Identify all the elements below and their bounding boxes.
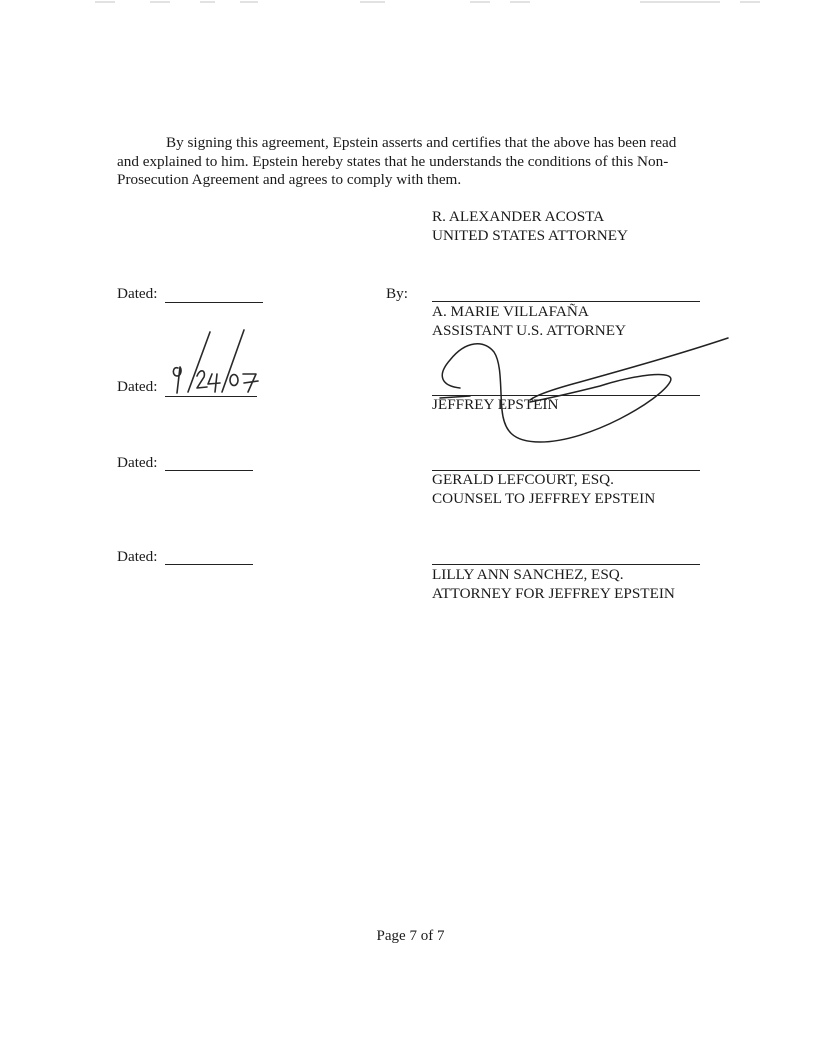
signatory-name: A. MARIE VILLAFAÑA [432, 303, 589, 320]
us-attorney-name: R. ALEXANDER ACOSTA [432, 208, 605, 225]
signature-line [432, 564, 700, 565]
signatory-title: COUNSEL TO JEFFREY EPSTEIN [432, 490, 656, 507]
signatory-title: ATTORNEY FOR JEFFREY EPSTEIN [432, 585, 675, 602]
by-label: By: [386, 285, 408, 302]
dated-label: Dated: [117, 548, 158, 565]
handwritten-date [160, 330, 270, 400]
signatory-name: JEFFREY EPSTEIN [432, 396, 559, 413]
paragraph-line: By signing this agreement, Epstein asserts and certifies that the above has been read [166, 134, 677, 151]
date-line-blank [165, 302, 263, 303]
paragraph-line: Prosecution Agreement and agrees to comply with them. [117, 171, 462, 188]
date-line-blank [165, 470, 253, 471]
agreement-paragraph [117, 134, 711, 190]
dated-label: Dated: [117, 454, 158, 471]
signature-line [432, 301, 700, 302]
signatory-name: GERALD LEFCOURT, ESQ. [432, 471, 614, 488]
signatory-name: LILLY ANN SANCHEZ, ESQ. [432, 566, 624, 583]
scan-artifacts [0, 0, 821, 8]
us-attorney-title: UNITED STATES ATTORNEY [432, 227, 628, 244]
dated-label: Dated: [117, 378, 158, 395]
dated-label: Dated: [117, 285, 158, 302]
signatory-title: ASSISTANT U.S. ATTORNEY [432, 322, 627, 339]
date-line-blank [165, 564, 253, 565]
page-number: Page 7 of 7 [376, 928, 445, 944]
signature-epstein [430, 330, 730, 450]
paragraph-line: and explained to him. Epstein hereby states that he understands the conditions of this Non- [117, 152, 669, 170]
